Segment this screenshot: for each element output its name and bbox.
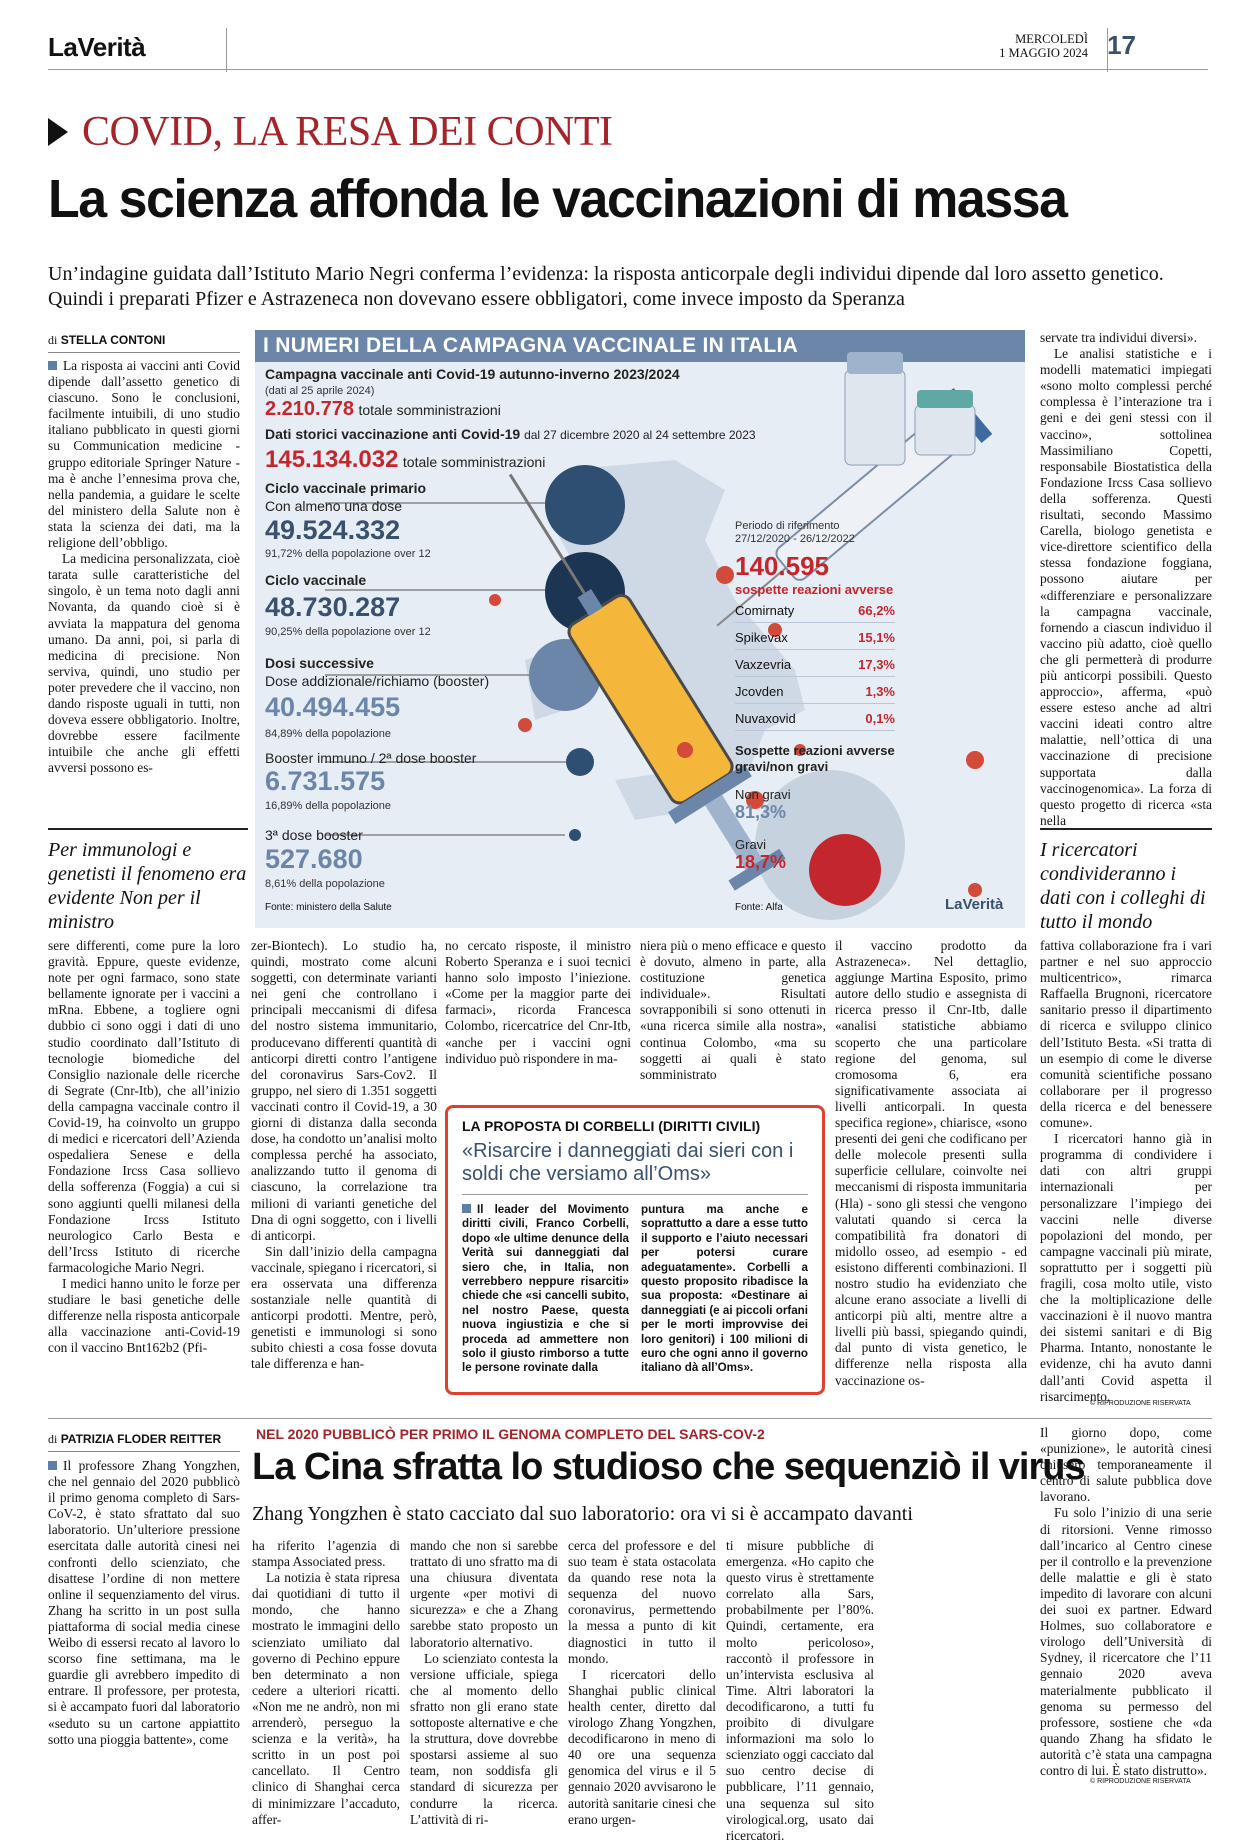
article-column: il vaccino prodotto da Astrazeneca». Nel dettaglio, aggiunge Martina Esposito, primo autore dello studio e assegnista di ricerca presso il Cnr-Itb, dalle «analisi statistiche abbiamo scoperto che una particolare regione del genoma, sul cromosoma 6, era significativamente associata ai livelli anticorpali. In questa specifica regione», chiarisce, «sono presenti dei geni che codificano per delle molecole presenti sulla superficie cellulare, coinvolte nei meccanismi di risposta immunitaria (Hla) - sono gli stessi che vengono valutati quando si cerca la compatibilità fra donatori di midollo osseo, ad esempio - ed esistono differenti combinazioni. Il nostro studio ha evidenziato che alcune erano associate a livelli di anticorpi più alti, mentre altre a livelli più bassi, spiegando quindi, dal punto di vista genetico, le differenze nella risposta alla vaccinazione os- <box>835 938 1027 1388</box>
adverse-row: Comirnaty 66,2% <box>735 603 895 623</box>
article-column: mando che non si sarebbe trattato di uno sfratto ma di una chiusura diventata urgente «per motivi di sicurezza» e che a Zhang sarebbe stato proposto un laboratorio alternativo. Lo scienziato contesta la versione ufficiale, spiega che al momento dello sfratto non gli erano state sottoposte alternative e che la struttura, dove dovrebbe spostarsi assieme al suo team, non soddisfa gli standard di sicurezza per condurre la ricerca. L’attività di ri- <box>410 1538 558 1827</box>
article-column: Il professore Zhang Yongzhen, che nel gennaio del 2020 pubblicò il primo genoma completo di Sars-CoV-2, è stato sfrattato dal suo laboratorio. Un’ulteriore pressione esercitata dalle autorità cinesi nei confronti dello scienziato, che disattese l’ordine di non mettere online il sequenziamento del virus. Zhang ha scritto in un post sulla piattaforma di social media cinese Weibo di essersi recato al lavoro lo scorso fine settimana, ma le guardie gli avrebbero impedito di entrare. Il professore, per protesta, si è accampato fuori dal laboratorio «seduto su un cartone appiattito sotto una pioggia battente», come <box>48 1458 240 1747</box>
masthead <box>48 28 1208 70</box>
subhead: Un’indagine guidata dall’Istituto Mario Negri conferma l’evidenza: la risposta anticorpale degli individui dipende dal loro assetto genetico. Quindi i preparati Pfizer e Astrazeneca non dovevano essere obbligatori, come invece imposto da Speranza <box>48 263 1164 310</box>
adverse-row: Nuvaxovid 0,1% <box>735 711 895 731</box>
chart-circle-4 <box>566 748 594 776</box>
section-kicker: NEL 2020 PUBBLICÒ PER PRIMO IL GENOMA COMPLETO DEL SARS-COV-2 <box>256 1426 765 1442</box>
article-column: fattiva collaborazione fra i vari partner e nel suo approccio multicentrico», rimarca Raffaella Brugnoni, ricercatore sanitario presso il dipartimento di ricerca e sviluppo clinico dell’Istituto Besta. «Si tratta di un esempio di come le diverse comunità scientifiche possano collaborare per il progresso della ricerca e del benessere comune». I ricercatori hanno già in programma di condividere i dati con altri gruppi internazionali per personalizzare l’impiego dei vaccini nelle diverse popolazioni del mondo, per campagne vaccinali più mirate, soprattutto per i soggetti più fragili, cosa molto utile, visto che la moltiplicazione delle vaccinazioni è il nuovo mantra dei sistemi sanitari e di Big Pharma. Intanto, nonostante le evidenze, chi ha avuto danni dall’anti Covid aspetta il risarcimento. <box>1040 938 1212 1404</box>
headline: La Cina sfratta lo studioso che sequenziò il virus <box>252 1446 1085 1488</box>
adverse-row: Vaxzevria 17,3% <box>735 657 895 677</box>
article-column: Il giorno dopo, come «punizione», le autorità cinesi chiusero temporaneamente il centro di salute pubblica dove lavorano. Fu solo l’inizio di una serie di ritorsioni. Venne rimosso dall’incarico al Centro cinese per il controllo e la prevenzione delle malattie e gli è stato impedito di lavorare con alcuni dei suoi ex partner. Edward Holmes, suo collaboratore e virologo dell’Università di Sydney, il ricercatore che l’11 gennaio 2020 aveva materialmente pubblicato il genoma su permesso del professore, sostiene che «da quando Zhang ha sfidato le autorità c’è stata una campagna contro di lui. È stato distrutto». <box>1040 1425 1212 1778</box>
vial-icon <box>845 370 905 465</box>
article-column: La risposta ai vaccini anti Covid dipende dall’assetto genetico di ciascuno. Sono le conclusioni, facilmente intuibili, di uno studio italiano pubblicato in questi giorni su Communication medicine - gruppo editoriale Springer Nature - ma è anche l’ennesima prova che, nella pandemia, a guidare le scelte del ministero della Salute non è stata la scienza dei dati, ma la religione dell’obbligo. La medicina personalizzata, cioè tarata sulle caratteristiche del singolo, è un tema noto dagli anni Novanta, da quando cioè si è avviata la mappatura del genoma umano. Da anni, poi, si parla di medicina di precisione. Non serviva, quindi, uno studio per poter prevedere che il vaccino, non dando risposte uguali in tutti, non doveva essere obbligatorio. Inoltre, dovrebbe essere facilmente intuibile che anche gli effetti avversi possono es- <box>48 358 240 776</box>
section-kicker: COVID, LA RESA DEI CONTI <box>48 108 613 156</box>
pull-quote: Per immunologi e genetisti il fenomeno era evidente Non per il ministro <box>48 828 248 934</box>
article-column: niera più o meno efficace e questo è dovuto, almeno in parte, alla costituzione genetica individuale». Risultati sovrapponibili si sono ottenuti in «una ricerca simile alla nostra», continua Colombo, «ma su soggetti ai quali è stato somministrato <box>640 938 826 1082</box>
page-number: 17 <box>1107 30 1136 60</box>
infographic-title: I NUMERI DELLA CAMPAGNA VACCINALE IN ITALIA <box>255 330 1025 362</box>
article-column: no cercato risposte, il ministro Roberto Speranza e i suoi tecnici hanno solo imposto l’iniezione. «Come per la maggior parte dei farmaci», ricorda Francesca Colombo, ricercatrice del Cnr-Itb, «anche per i vaccini ogni individuo può rispondere in ma- <box>445 938 631 1066</box>
article-column: zer-Biontech). Lo studio ha, quindi, mostrato come alcuni soggetti, con determinate varianti nei geni che controllano i principali meccanismi di difesa del nostro sistema immunitario, producevano differenti quantità di anticorpi diretti contro l’antigene del coronavirus Sars-Cov2. Il gruppo, nel siero di 1.351 soggetti vaccinati contro il Covid-19, a 30 giorni di distanza dalla seconda dose, ha condotto un’analisi molto complessa perché ha associato, analizzando tutto il genoma di ciascuno, la correlazione tra milioni di varianti genetiche del Dna di ogni soggetto, con i livelli di anticorpi. Sin dall’inizio della campagna vaccinale, spiegano i ricercatori, si era osservata una differenza sostanziale nelle quantità di anticorpi prodotti. Mentre, però, genetisti e immunologi si sono subito chiesti a cosa fosse dovuta tale differenza e han- <box>251 938 437 1372</box>
issue-date: MERCOLEDÌ 1 MAGGIO 2024 <box>999 32 1088 60</box>
infographic: I NUMERI DELLA CAMPAGNA VACCINALE IN ITALIA Campagna vaccinale anti Covid-19 autunno-inverno 2023/2024 (dati al 25 aprile 2024) 2.210.778 totale somministrazioni Dati storici vaccinazione anti Covid-19 dal 27 dicembre 2020 al 24 settembre 2023 145.134.032 totale somministrazioni Ciclo vaccinale primario Con almeno una dose 49.524.332 91,72% della popolazione over 12 Ciclo vaccinale 48.730.287 90,25% della popolazione over 12 Dosi successive Dose addizionale/richiamo (booster) 40.494.455 84,89% della popolazione Booster immuno / 2ª dose booster 6.731.575 16,89% della popolazione 3ª dose booster 527.680 8,61% della popolazione Fonte: ministero della Salute Periodo di riferimento 27/12/2020 - 26/12/2022 140.595 sospette reazioni avverse Comirnaty 66,2% Spikevax 15,1% Vaxzevria 17,3% Jcovden 1,3% Nuvaxovid 0,1% Sospette reazioni avverse gravi/non gravi Non gravi 81,3% Gravi 18,7% Fonte: Alfa LaVerità <box>255 330 1025 928</box>
square-icon <box>462 1204 471 1213</box>
adverse-panel: Periodo di riferimento 27/12/2020 - 26/12/2022 140.595 sospette reazioni avverse Comirnaty 66,2% Spikevax 15,1% Vaxzevria 17,3% Jcovden 1,3% Nuvaxovid 0,1% Sospette reazioni avverse gravi/non gravi Non gravi 81,3% Gravi 18,7% <box>735 520 895 872</box>
triangle-icon <box>48 118 68 146</box>
article-column: ha riferito l’agenzia di stampa Associated press. La notizia è stata ripresa dai quotidiani di tutto il mondo, che hanno mostrato le immagini dello scienziato umiliato dal governo di Pechino eppure ben determinato a non cedere a ulteriori ricatti. «Non me ne andrò, non mi arrenderò, perseguo la scienza e la verità», ha scritto in un post poi cancellato. Il Centro clinico di Shanghai cerca di minimizzare l’accaduto, affer- <box>252 1538 400 1827</box>
article-column: servate tra individui diversi». Le analisi statistiche e i modelli matematici impiegati «sono molto complessi perché complessa è l’interazione tra i geni e dei geni stessi con il vaccino», sottolinea Massimiliano Copetti, responsabile Biostatistica della Fondazione Ircss Casa sollievo della sofferenza. Questi risultati, secondo Massimo Carella, biologo genetista e vice-direttore scientifico della stessa fondazione foggiana, possono aiutare per «differenziare e personalizzare la campagna vaccinale, fornendo a ciascun individuo il vaccino più adatto, cioè quello che gli permetterà di produrre più anticorpi possibili. Questo approccio», afferma, «può essere esteso anche ad altri vaccini ideati contro altre malattie, nell’ottica di una vaccinazione di precisione supportata dalla vaccinogenomica». La forza di questo progetto di ricerca «sta nella <box>1040 330 1212 828</box>
subhead: Zhang Yongzhen è stato cacciato dal suo laboratorio: ora vi si è accampato davanti <box>252 1503 913 1525</box>
headline: La scienza affonda le vaccinazioni di massa <box>48 169 1067 229</box>
adverse-row: Spikevax 15,1% <box>735 630 895 650</box>
adverse-row: Jcovden 1,3% <box>735 684 895 704</box>
sidebar-box: LA PROPOSTA DI CORBELLI (DIRITTI CIVILI) «Risarcire i danneggiati dai sieri con i soldi che versiamo all’Oms» Il leader del Movimento diritti civili, Franco Corbelli, dopo «le ultime denunce della Verità sui danneggiati dal siero che, in Italia, non verrebbero neppure risarciti» chiede che «si cancelli subito, nel nostro Paese, questa nuova ingiustizia e che si proceda ad ammettere non solo il giusto rimborso a tutte le persone rovinate dalla puntura ma anche e soprattutto a dare a esse tutto il supporto e l’aiuto necessari per potersi curare adeguatamente». Corbelli a questo proposito ribadisce la sua proposta: «Destinare ai danneggiati (e ai piccoli orfani per le morti improvvise dei loro genitori) i 100 milioni di euro che ogni anno il governo italiano dà all’Oms». <box>445 1105 825 1395</box>
article-column: ti misure pubbliche di emergenza. «Ho capito che questo virus è strettamente correlato alla Sars, probabilmente per l’80%. Quindi, certamente, era molto pericoloso», raccontò il professore in un’intervista esclusiva al Time. Altri laboratori la decodificarono, a tutti fu proibito di divulgare informazioni ma solo lo scienziato oggi cacciato dal suo centro decise di pubblicare, l’11 gennaio, una sequenza sul sito virological.org, usato dai ricercatori. <box>726 1538 874 1843</box>
square-icon <box>48 1461 57 1470</box>
square-icon <box>48 361 57 370</box>
vial-icon <box>915 405 975 455</box>
byline: di PATRIZIA FLODER REITTER <box>48 1432 240 1452</box>
logo: LaVerità <box>945 896 1004 913</box>
logo: LaVerità <box>48 32 146 62</box>
byline: di STELLA CONTONI <box>48 333 240 353</box>
chart-circle-5 <box>569 829 581 841</box>
chart-circle-1 <box>545 465 625 545</box>
pull-quote: I ricercatori condivideranno i dati con i colleghi di tutto il mondo <box>1040 828 1212 934</box>
article-column: sere differenti, come pure la loro gravità. Eppure, queste evidenze, note per ogni farmaco, sono state bellamente ignorate per i vaccini a mRna. Ebbene, a togliere ogni dubbio ci sono oggi i dati di uno studio coordinato dall’Istituto di tecnologie biomediche del Consiglio nazionale delle ricerche di Segrate (Cnr-Itb), che all’inizio della campagna vaccinale contro il Covid-19, ha coinvolto un gruppo di medici e ricercatori dell’Azienda ospedaliera Senese e della Fondazione Ircss Casa sollievo della sofferenza (Foggia) a cui si sono aggiunti quelli milanesi della Fondazione Ircss Istituto neurologico Carlo Besta e dell’Ircss Istituto di ricerche farmacologiche Mario Negri. I medici hanno unito le forze per studiare le basi genetiche delle differenze nella risposta anticorpale alla vaccinazione anti-Covid-19 con il vaccino Bnt162b2 (Pfi- <box>48 938 240 1356</box>
article-column: cerca del professore e del suo team è stata ostacolata da quando rese nota la sequenza del nuovo coronavirus, permettendo la messa a punto di kit diagnostici in tutto il mondo. I ricercatori dello Shanghai public clinical health center, diretto dal virologo Zhang Yongzhen, decodificarono in meno di 40 ore una sequenza genomica del virus e il 5 gennaio 2020 avvisarono le autorità sanitarie cinesi che erano urgen- <box>568 1538 716 1827</box>
